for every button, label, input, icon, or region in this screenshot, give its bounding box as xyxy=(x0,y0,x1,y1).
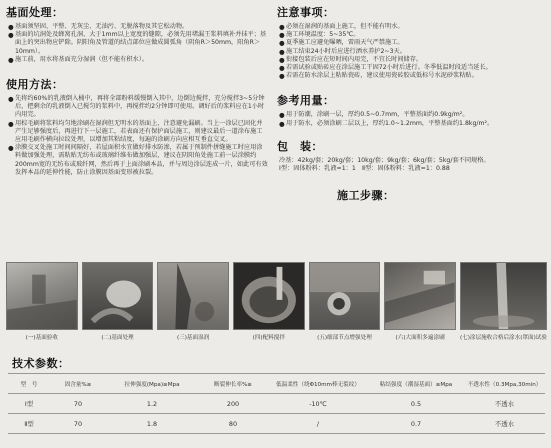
table-cell: 不透水 xyxy=(464,394,545,414)
step-caption: (四)配料搅拌 xyxy=(252,335,285,341)
list-item: ● 施工结束24小时后应进行洒水养护2~3天。 xyxy=(279,47,406,56)
column-header: 固含量%≥ xyxy=(50,374,106,394)
table-cell: 200 xyxy=(198,394,268,414)
step-item xyxy=(157,262,229,344)
bullet-icon: ● xyxy=(279,23,285,31)
step-photo xyxy=(384,262,456,330)
table-cell: / xyxy=(268,414,368,434)
reference-usage-list xyxy=(279,111,547,127)
table-header-row xyxy=(8,374,545,394)
list-item: ● 基面须坚固、平整、无灰尘、无油污、无脱落物及其它松动物。 xyxy=(8,23,189,31)
packaging-line-2: Ⅰ型：固体粉料：乳液=1：1 Ⅱ型：固体粉料：乳液=1：0.88 xyxy=(279,165,450,173)
column-header: 粘结强度（潮湿基面）≥Mpa xyxy=(368,374,464,394)
table-cell: 80 xyxy=(198,414,268,434)
list-item: ● 衔接包装后应在短时间内用完，不宜长时间储存。 xyxy=(279,55,423,64)
table-cell: Ⅰ型 xyxy=(8,394,50,414)
step-caption: (一)基面验收 xyxy=(25,335,58,341)
column-header: 不透水性（0.3Mpa,30min） xyxy=(464,374,545,394)
packaging-title: 包 装： xyxy=(277,139,323,153)
table-cell: 0.7 xyxy=(368,414,464,434)
bullet-icon: ● xyxy=(8,119,14,128)
step-photo xyxy=(309,262,381,330)
step-item xyxy=(233,262,305,344)
step-caption: (七)涂层施收合格后涂水(罩面)试验 xyxy=(459,335,547,341)
bullet-icon: ● xyxy=(279,47,285,56)
list-item: ● 若需试验或贴砖应在涂层施工干固72小时后进行。冬季低温时段适当延长。 xyxy=(279,64,492,73)
list-item: ● 用于防潮，涂刷一层，厚约0.5~0.7mm，平整基面约0.9kg/m²。 xyxy=(279,111,469,120)
reference-usage-title: 参考用量： xyxy=(277,94,335,108)
step-caption: (六)大面积多遍涂刷 xyxy=(395,335,445,341)
column-header: 型 号 xyxy=(8,374,50,394)
bullet-icon: ● xyxy=(8,144,14,153)
table-cell: Ⅱ型 xyxy=(8,414,50,434)
notes-list xyxy=(279,23,547,80)
list-item: ● 先将约60%的乳液倒入桶中，再将全部粉料缓慢倒入其中，边倒边搅拌，充分搅拌3~5分钟后，把剩余的乳液倒入已搅匀的浆料中，再搅拌约2分钟即可使用。调好后的浆料应在1小时内用完。 xyxy=(8,95,265,119)
table-row xyxy=(8,394,545,414)
list-item: ● 若需在防水涂层上粘贴瓷砖，建议使用瓷砖胶或低标号水泥砂浆粘贴。 xyxy=(279,72,478,81)
bullet-icon: ● xyxy=(279,55,285,64)
tech-params-table xyxy=(8,373,545,434)
list-item: ● 夏季施工应避免曝晒，雷雨天气严禁施工。 xyxy=(279,39,404,48)
step-item xyxy=(460,262,547,344)
steps-title: 施工步骤： xyxy=(337,189,395,203)
packaging-line-1: 冷基：42kg/套；20kg/套；10kg/套；9kg/套；6kg/套；5kg/套不同规格。 xyxy=(279,156,490,164)
table-cell: -10℃ xyxy=(268,394,368,414)
table-cell: 1.2 xyxy=(106,394,198,414)
bullet-icon: ● xyxy=(279,72,285,81)
step-photo xyxy=(82,262,154,330)
bullet-icon: ● xyxy=(279,31,285,40)
construction-steps xyxy=(6,262,547,344)
list-item: ● 用棕毛刷将浆料均匀地涂刷在湿润但无明水的基面上，注意避免漏刷。当上一涂层已固化并产生足够强度后，再进行下一层施工，若表面还有保护面层施工，则建议最后一道涂布施工应用毛刷作横向拉纹处理，以增加其粘结度，每遍的涂刷方向应相互垂直交叉。 xyxy=(8,119,263,144)
list-item: ● 涂膜交叉处施工时间间隔好，若屋面积水宜做好排水防渗，若属于预制件拼缝施工时应用涂料做加强处理，需粘贴无纺布或玻璃纤维布做加强层，建议在阴阳角处施工前一层涂膜约200mm宽的无纺布或玻纤网，然后再于上面涂刷本品，并与周边涂层连成一片，如此可有效发挥本品的延伸性能，防止涂膜因基面变形被拉裂。 xyxy=(8,144,268,176)
step-item xyxy=(82,262,154,344)
step-item xyxy=(6,262,78,344)
right-column xyxy=(277,4,547,203)
base-treatment-title: 基面处理： xyxy=(6,6,64,19)
column-header: 断裂伸长率%≥ xyxy=(198,374,268,394)
base-treatment-list xyxy=(8,23,268,64)
column-header: 低温柔性（绕Φ10mm棒无裂纹） xyxy=(268,374,368,394)
usage-list xyxy=(8,95,268,177)
table-cell: 不透水 xyxy=(464,414,545,434)
table-cell: 70 xyxy=(50,414,106,434)
step-caption: (三)基面湿润 xyxy=(176,335,210,341)
step-photo xyxy=(6,262,78,330)
list-item: ● 必须在湿润的基面上施工，但不能有明水。 xyxy=(279,23,404,31)
bullet-icon: ● xyxy=(8,23,14,31)
bullet-icon: ● xyxy=(8,55,14,64)
table-cell: 0.5 xyxy=(368,394,464,414)
step-photo xyxy=(157,262,229,330)
list-item: ● 施工环境温度：5~35℃。 xyxy=(279,31,360,40)
step-item xyxy=(384,262,456,344)
usage-title: 使用方法： xyxy=(6,78,64,92)
bullet-icon: ● xyxy=(279,64,285,73)
bullet-icon: ● xyxy=(8,31,14,40)
step-photo xyxy=(460,262,547,330)
step-item xyxy=(309,262,381,344)
tech-params-title: 技术参数： xyxy=(12,357,70,370)
step-caption: (五)细部节点增强处理 xyxy=(317,335,372,341)
step-caption: (二)基面处理 xyxy=(101,335,134,341)
table-cell: 1.8 xyxy=(106,414,198,434)
list-item: ● 基面的坑洞处及蜂窝孔洞、大于1mm以上宽度的缝隙，必须先用堵漏王浆料填补并抹平；基面上的突出物应铲除。阴阳角及管道的结点部位应做成圆弧角（阴角R＞50mm，阳角R＞10mm）。 xyxy=(8,31,267,55)
table-row xyxy=(8,414,545,434)
bullet-icon: ● xyxy=(8,95,14,104)
bullet-icon: ● xyxy=(279,111,285,120)
step-photo xyxy=(233,262,305,330)
notes-title: 注意事项： xyxy=(277,6,335,19)
bullet-icon: ● xyxy=(279,119,285,128)
bullet-icon: ● xyxy=(279,39,285,48)
table-cell: 70 xyxy=(50,394,106,414)
list-item: ● 施工前，用水将基面充分湿润（但不能有积水）。 xyxy=(8,55,149,64)
left-column xyxy=(6,4,268,177)
column-header: 拉伸强度(Mpa)≥Mpa xyxy=(106,374,198,394)
list-item: ● 用于防水，必须涂刷二层以上，厚约1.0~1.2mm，平整基面约1.8kg/m²。 xyxy=(279,119,494,128)
